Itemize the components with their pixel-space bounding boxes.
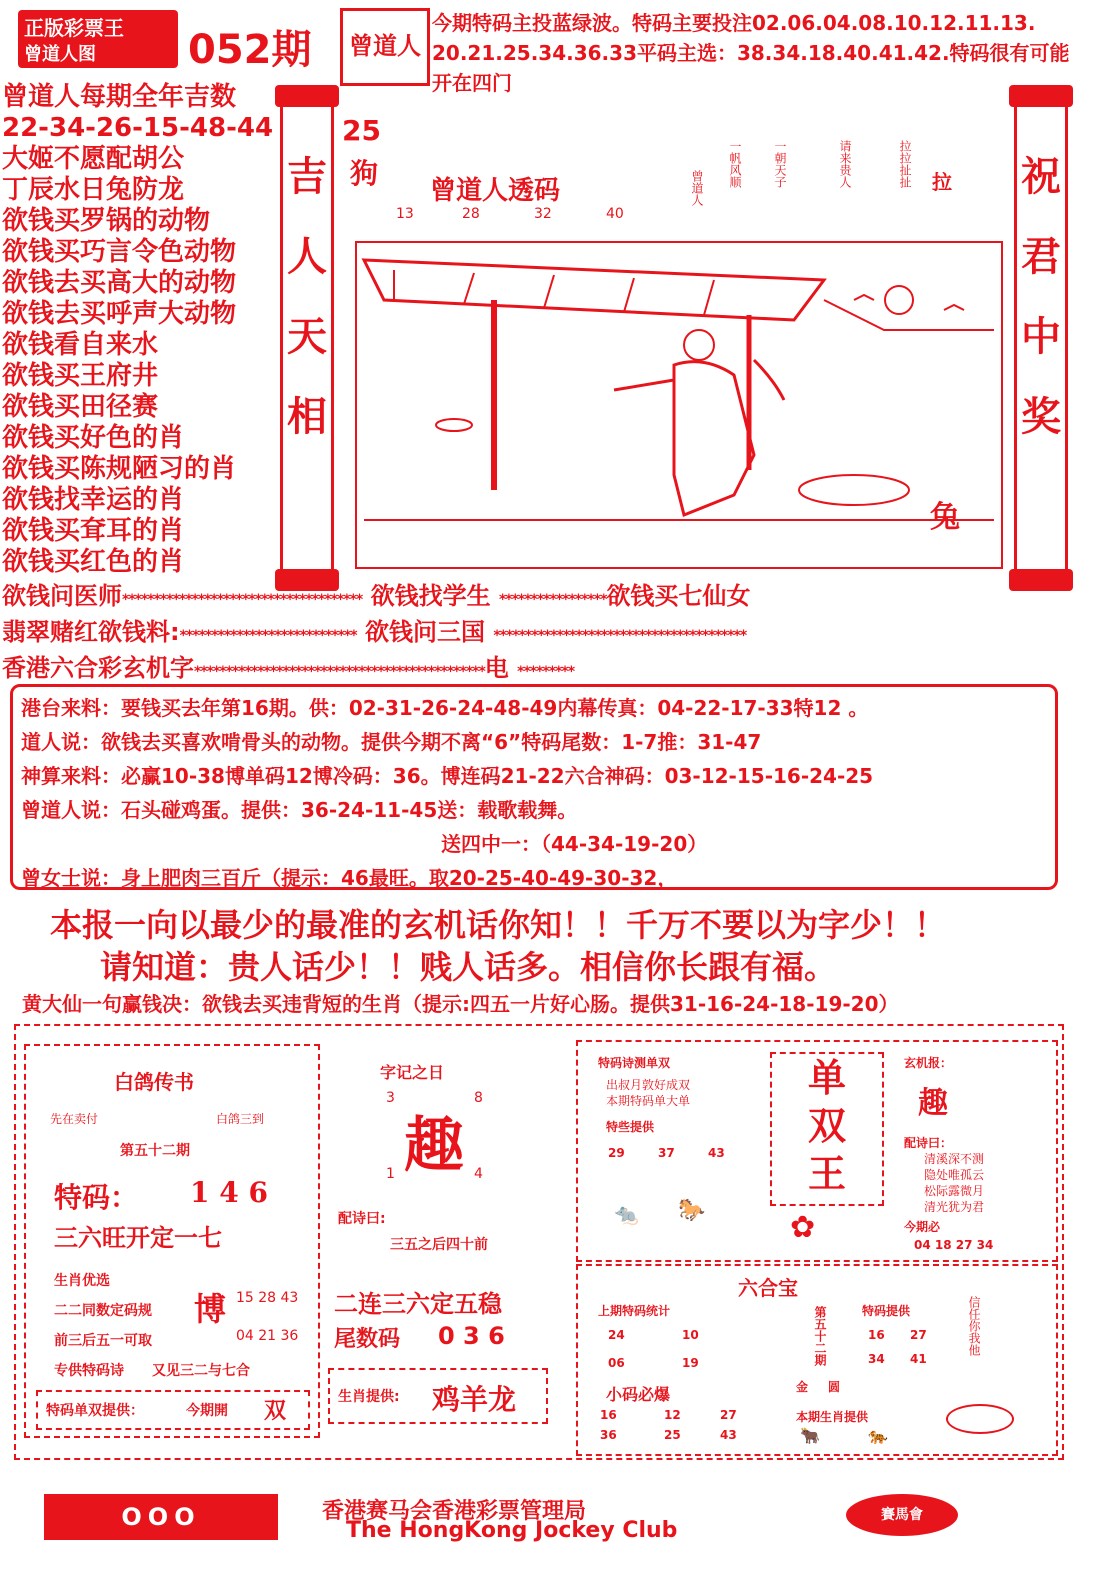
star-line <box>2 652 1098 688</box>
brb-grid: 24 <box>608 1328 625 1342</box>
top-line-1: 今期特码主投蓝绿波。特码主要投注02.06.04.08.10.12.11.13. <box>432 11 1036 35</box>
brb-small: 小码必爆 <box>606 1385 671 1404</box>
footer-logo-right <box>846 1494 958 1536</box>
left-list-item: 丁辰水日兔防龙 <box>2 175 185 205</box>
pavilion-illustration <box>354 240 1004 570</box>
scroll-left-top-cap <box>275 85 339 107</box>
brb-grid: 19 <box>682 1356 699 1370</box>
bm-n2: 8 <box>474 1090 483 1106</box>
brb-small-num: 16 <box>600 1408 617 1422</box>
animal-icon-horse: 🐎 <box>678 1198 706 1223</box>
picture-number: 13 <box>396 206 414 222</box>
brb-small-num: 25 <box>664 1428 681 1442</box>
bl-issue: 第五十二期 <box>120 1143 190 1159</box>
picture-panel <box>334 100 1010 576</box>
left-list-title: 曾道人每期全年吉数 <box>2 82 237 112</box>
brt-poem: 松际露微月 <box>924 1184 985 1198</box>
bl-sub5c: 双 <box>264 1399 287 1424</box>
animal-icon-tiger: 🐅 <box>868 1426 888 1445</box>
brt-king-char: 王 <box>807 1152 846 1196</box>
bl-sub5b: 今期開 <box>186 1403 228 1419</box>
corner-number: 25 <box>342 114 381 147</box>
brt-t4: 特些提供 <box>606 1120 655 1134</box>
rabbit-char: 兔 <box>930 500 960 535</box>
left-list-item: 欲钱看自来水 <box>2 330 159 360</box>
star-line <box>2 580 1098 616</box>
brt-nums2: 04 18 27 34 <box>914 1238 994 1252</box>
bl-special-nums: 1 4 6 <box>190 1176 268 1209</box>
brt-t6: 配诗曰： <box>904 1136 953 1150</box>
star-line-stars: **************************************** <box>493 628 747 644</box>
star-line-c: 欲钱买七仙女 <box>606 582 751 610</box>
emblem-icon <box>946 1404 1014 1434</box>
logo-badge <box>18 10 178 68</box>
star-line-a: 欲钱问医师 <box>2 582 122 610</box>
info-box <box>10 684 1058 890</box>
huang-daxian-line: 黄大仙一句赢钱决：欲钱去买违背短的生肖（提示:四五一片好心肠。提供31-16-24-18-19-20） <box>22 992 899 1016</box>
poem-col: 一帆风顺 <box>728 140 742 188</box>
scroll-right <box>1014 100 1068 576</box>
brb-mid: 金 <box>796 1380 809 1394</box>
brt-t1: 特码诗测单双 <box>598 1056 671 1070</box>
scroll-left-char: 吉 <box>287 154 327 200</box>
bl-sub1: 生肖优选 <box>54 1273 110 1289</box>
scroll-right-char: 祝 <box>1021 154 1061 200</box>
poem-col: 拉拉扯扯 <box>898 140 912 188</box>
brb-grid: 06 <box>608 1356 625 1370</box>
picture-title: 曾道人透码 <box>430 176 561 206</box>
brt-king-box <box>770 1052 884 1206</box>
star-line <box>2 616 1098 652</box>
left-list-item: 欲钱去买呼声大动物 <box>2 299 237 329</box>
brt-num: 43 <box>708 1146 725 1160</box>
brt-poem: 清溪深不测 <box>924 1152 985 1166</box>
left-list-item: 欲钱去买高大的动物 <box>2 268 237 298</box>
issue-number: 052期 <box>188 27 312 73</box>
left-list-item: 欲钱买田径赛 <box>2 392 159 422</box>
left-list-item: 欲钱找幸运的肖 <box>2 485 185 515</box>
left-list <box>2 82 280 578</box>
star-line-b: 欲钱找学生 <box>370 582 491 610</box>
picture-number: 32 <box>534 206 552 222</box>
brb-mid: 第五十二期 <box>813 1306 827 1366</box>
logo-text-1: 正版彩票王 <box>24 16 124 40</box>
logo-text-2: 曾道人图 <box>24 44 96 65</box>
left-list-item: 欲钱买王府井 <box>2 361 159 391</box>
bl-small-left: 先在卖付 <box>50 1112 99 1126</box>
poem-col: 请来贵人 <box>838 140 852 188</box>
brb-r-num: 34 <box>868 1352 885 1366</box>
brb-r-num: 16 <box>868 1328 885 1342</box>
left-list-item: 欲钱买陈规陋习的肖 <box>2 454 237 484</box>
brt-king-char: 单 <box>807 1056 846 1100</box>
brt-t7: 今期必 <box>904 1220 941 1234</box>
brb-r-num: 27 <box>910 1328 927 1342</box>
brb-small-num: 12 <box>664 1408 681 1422</box>
bm-line1: 二连三六定五稳 <box>334 1290 502 1318</box>
left-list-item: 大姬不愿配胡公 <box>2 144 185 174</box>
bl-tip: 三六旺开定一七 <box>54 1223 222 1252</box>
brt-king-char: 双 <box>807 1104 846 1148</box>
brb-mid: 圆 <box>828 1380 841 1394</box>
bl-sub4b: 又见三二与七合 <box>152 1363 250 1379</box>
top-notice <box>432 8 1092 98</box>
top-line-2: 20.21.25.34.36.33平码主选：38.34.18.40.41.42.特码很有可能 <box>432 41 1070 65</box>
picture-number: 40 <box>606 206 624 222</box>
bm-n4: 4 <box>474 1166 483 1182</box>
bl-sub5: 特码单双提供： <box>46 1403 144 1419</box>
bl-bo: 博 <box>194 1290 227 1328</box>
star-line-stars: ************************************** <box>122 592 363 608</box>
bottom-mid-panel <box>318 1044 566 1434</box>
bl-sub3: 前三后五一可取 <box>54 1333 152 1349</box>
scroll-right-char: 中 <box>1021 314 1061 360</box>
bottom-right-bottom-panel <box>576 1264 1058 1456</box>
scroll-left-char: 天 <box>287 314 327 360</box>
bl-sub4: 专供特码诗 <box>54 1363 124 1379</box>
bl-sub2: 二二同数定码规 <box>54 1303 152 1319</box>
footer-cn: 香港赛马会香港彩票管理局 <box>322 1498 587 1524</box>
top-line-3: 开在四门 <box>432 71 512 95</box>
slogan-line-1: 本报一向以最少的最准的玄机话你知！！千万不要以为字少！！ <box>50 906 947 944</box>
brb-zodiac-title: 本期生肖提供 <box>796 1410 869 1424</box>
brt-t5: 玄机报： <box>904 1056 953 1070</box>
footer-en: The HongKong Jockey Club <box>346 1518 678 1543</box>
info-line: 港台来料：要钱买去年第16期。供：02-31-26-24-48-49内幕传真：04-22-17-33特12 。 <box>21 696 869 720</box>
bl-bo-nums-1: 15 28 43 <box>236 1290 299 1306</box>
brb-small-num: 43 <box>720 1428 737 1442</box>
info-line: 道人说：欲钱去买喜欢啃骨头的动物。提供今期不离“6”特码尾数：1-7推：31-47 <box>21 730 762 754</box>
brt-num: 37 <box>658 1146 675 1160</box>
left-list-item: 欲钱买红色的肖 <box>2 547 185 577</box>
info-line: 送四中一：（44-34-19-20） <box>441 832 708 856</box>
info-line: 曾道人说：石头碰鸡蛋。提供：36-24-11-45送：载歌载舞。 <box>21 798 578 822</box>
bm-zodiac-box <box>328 1368 548 1424</box>
footer-left-text: OOO <box>121 1503 201 1531</box>
brb-title: 六合宝 <box>738 1276 798 1300</box>
left-list-item: 欲钱买耷耳的肖 <box>2 516 185 546</box>
bm-poem-label: 配诗曰: <box>338 1211 386 1227</box>
left-list-item: 欲钱买好色的肖 <box>2 423 185 453</box>
bm-big-char: 趣 <box>404 1111 464 1181</box>
bottom-right-top-panel <box>576 1040 1058 1262</box>
slogan-line-2: 请知道：贵人话少！！贱人话多。相信你长跟有福。 <box>100 948 837 986</box>
scroll-right-char: 奖 <box>1021 394 1061 440</box>
footer-right-text: 賽馬會 <box>881 1507 923 1523</box>
brt-num: 29 <box>608 1146 625 1160</box>
brt-t2: 出叔月敦好成双 <box>606 1078 691 1092</box>
bm-title: 字记之日 <box>380 1063 445 1082</box>
stamp-text: 曾道人 <box>349 32 421 60</box>
bm-n3: 1 <box>386 1166 395 1182</box>
brt-big: 趣 <box>918 1086 948 1121</box>
brb-side: 信任你我他 <box>967 1296 981 1356</box>
left-list-item: 欲钱买罗锅的动物 <box>2 206 211 236</box>
info-line: 神算来料：必赢10-38博单码12博冷码：36。博连码21-22六合神码：03-12-15-16-24-25 <box>21 764 874 788</box>
scroll-left-char: 人 <box>287 234 327 280</box>
brb-r-num: 41 <box>910 1352 927 1366</box>
stamp-seal <box>340 8 430 86</box>
star-line-b: 电 <box>484 654 509 682</box>
bm-poem: 三五之后四十前 <box>390 1237 488 1253</box>
bottom-left-panel <box>24 1044 320 1438</box>
brt-t3: 本期特码单大单 <box>606 1094 691 1108</box>
animal-icon-rat: 🐀 <box>614 1202 639 1226</box>
brb-small-num: 27 <box>720 1408 737 1422</box>
scroll-right-char: 君 <box>1021 234 1061 280</box>
left-list-item: 欲钱买巧言令色动物 <box>2 237 237 267</box>
poem-col: 曾道人 <box>690 170 704 206</box>
animal-icon-bull: 🐂 <box>800 1426 820 1445</box>
bm-zodiac: 鸡羊龙 <box>432 1383 517 1416</box>
star-line-b: 欲钱问三国 <box>364 618 485 646</box>
bm-zodiac-label: 生肖提供: <box>338 1389 400 1405</box>
left-list-numbers: 22-34-26-15-48-44 <box>2 113 274 143</box>
brb-grid: 10 <box>682 1328 699 1342</box>
bl-small-right: 白鸽三到 <box>216 1112 265 1126</box>
brb-small-num: 36 <box>600 1428 617 1442</box>
bm-n1: 3 <box>386 1090 395 1106</box>
footer-logo-left <box>44 1494 278 1540</box>
pull-char: 拉 <box>932 170 952 194</box>
star-line-a: 翡翠赌红欲钱料: <box>2 618 180 646</box>
star-line-a: 香港六合彩玄机字 <box>2 654 194 682</box>
corner-animal: 狗 <box>350 157 379 190</box>
flower-icon: ✿ <box>790 1210 816 1245</box>
bl-bo-nums-2: 04 21 36 <box>236 1328 299 1344</box>
bl-special-label: 特码： <box>54 1181 139 1214</box>
scroll-left <box>280 100 334 576</box>
star-lines <box>2 580 1098 688</box>
bm-tail-label: 尾数码 <box>334 1326 401 1352</box>
brb-l1: 上期特码统计 <box>598 1304 671 1318</box>
brt-poem: 清光犹为君 <box>924 1200 985 1214</box>
scroll-right-top-cap <box>1009 85 1073 107</box>
poem-col: 一朝天子 <box>773 140 787 188</box>
brt-poem: 隐处唯孤云 <box>924 1168 985 1182</box>
star-line-stars: **************************** <box>179 628 357 644</box>
bm-tail: 0 3 6 <box>438 1322 505 1350</box>
scroll-left-char: 相 <box>287 394 327 440</box>
star-line-stars: ***************** <box>498 592 607 608</box>
brb-r-title: 特码提供 <box>862 1304 911 1318</box>
bl-danshuang-box <box>36 1390 310 1430</box>
info-line: 曾女士说：身上肥肉三百斤（提示：46最旺。取20-25-40-49-30-32， <box>21 866 678 890</box>
picture-number: 28 <box>462 206 480 222</box>
star-line-stars: ********* <box>517 664 575 680</box>
bl-title: 白鸽传书 <box>114 1070 194 1094</box>
star-line-stars: ********************************************** <box>194 664 485 680</box>
